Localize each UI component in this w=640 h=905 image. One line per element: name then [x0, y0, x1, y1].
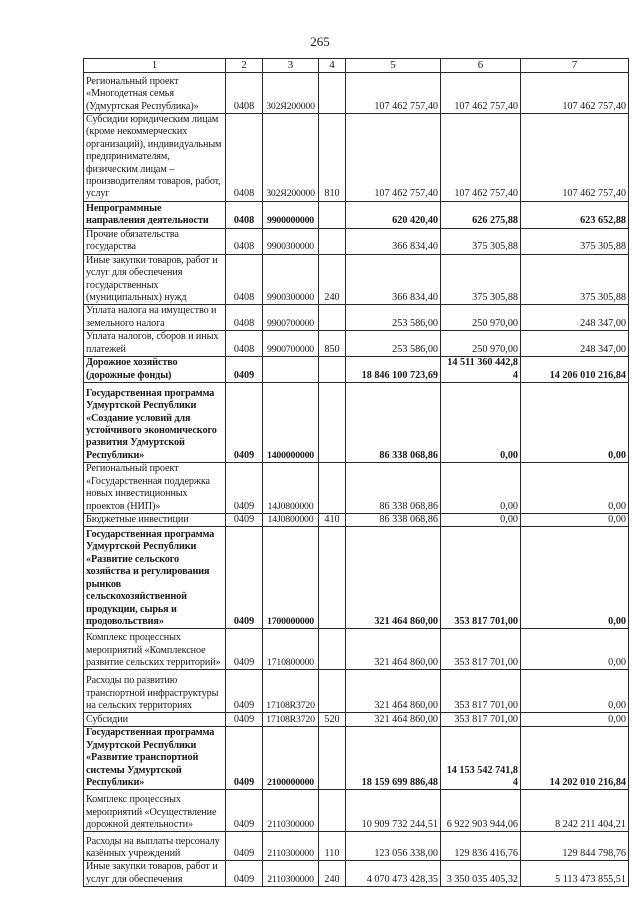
expense-type [319, 727, 346, 790]
section-code: 0409 [226, 527, 263, 629]
section-code: 0409 [226, 790, 263, 832]
amount-col7: 0,00 [521, 513, 629, 526]
column-header: 3 [263, 59, 319, 73]
target-code: 17108R3720 [263, 670, 319, 713]
table-row [84, 357, 629, 383]
row-name: Дорожное хозяйство (дорожные фонды) [84, 357, 226, 383]
amount-col7: 0,00 [521, 713, 629, 727]
amount-col7: 0,00 [521, 463, 629, 514]
amount-col6: 250 970,00 [441, 305, 521, 331]
table-row [84, 713, 629, 727]
table-row [84, 832, 629, 861]
amount-col5: 18 159 699 886,48 [346, 727, 441, 790]
table-row [84, 629, 629, 670]
section-code: 0408 [226, 201, 263, 228]
target-code: 2110300000 [263, 832, 319, 861]
amount-col5: 86 338 068,86 [346, 463, 441, 514]
section-code: 0408 [226, 305, 263, 331]
amount-col5: 123 056 338,00 [346, 832, 441, 861]
target-code: 9900000000 [263, 201, 319, 228]
expense-type [319, 357, 346, 383]
amount-col6: 353 817 701,00 [441, 629, 521, 670]
amount-col6: 6 922 903 944,06 [441, 790, 521, 832]
row-name: Государственная программа Удмуртской Республики «Создание условий для устойчивого экономического развития Удмуртской Республики» [84, 383, 226, 463]
expense-type [319, 527, 346, 629]
column-header: 4 [319, 59, 346, 73]
row-name: Расходы по развитию транспортной инфраструктуры на сельских территориях [84, 670, 226, 713]
amount-col7: 0,00 [521, 527, 629, 629]
table-row [84, 463, 629, 514]
expense-type [319, 73, 346, 114]
target-code: 9900700000 [263, 305, 319, 331]
amount-col6: 375 305,88 [441, 228, 521, 254]
expense-type: 110 [319, 832, 346, 861]
section-code: 0408 [226, 254, 263, 305]
target-code: 2100000000 [263, 727, 319, 790]
section-code: 0409 [226, 357, 263, 383]
row-name: Иные закупки товаров, работ и услуг для обеспечения государственных (муниципальных) нужд [84, 254, 226, 305]
amount-col6: 353 817 701,00 [441, 527, 521, 629]
amount-col6: 3 350 035 405,32 [441, 861, 521, 887]
row-name: Уплата налогов, сборов и иных платежей [84, 331, 226, 357]
amount-col5: 366 834,40 [346, 228, 441, 254]
amount-col5: 321 464 860,00 [346, 527, 441, 629]
amount-col6: 14 511 360 442,84 [441, 357, 521, 383]
table-row [84, 383, 629, 463]
row-name: Государственная программа Удмуртской Республики «Развитие транспортной системы Удмуртской Республики» [84, 727, 226, 790]
expense-type [319, 228, 346, 254]
amount-col7: 375 305,88 [521, 228, 629, 254]
table-row [84, 201, 629, 228]
table-row [84, 513, 629, 526]
target-code: 1400000000 [263, 383, 319, 463]
amount-col5: 4 070 473 428,35 [346, 861, 441, 887]
expense-type [319, 670, 346, 713]
target-code: 2110300000 [263, 861, 319, 887]
table-row [84, 305, 629, 331]
amount-col7: 107 462 757,40 [521, 114, 629, 202]
amount-col6: 107 462 757,40 [441, 114, 521, 202]
expense-type [319, 790, 346, 832]
expense-type: 240 [319, 861, 346, 887]
amount-col5: 253 586,00 [346, 331, 441, 357]
row-name: Непрограммные направления деятельности [84, 201, 226, 228]
row-name: Субсидии юридическим лицам (кроме некоммерческих организаций), индивидуальным предпринимателям, физическим лицам – производителям товаров, работ, услуг [84, 114, 226, 202]
section-code: 0408 [226, 73, 263, 114]
row-name: Бюджетные инвестиции [84, 513, 226, 526]
amount-col7: 14 202 010 216,84 [521, 727, 629, 790]
amount-col7: 0,00 [521, 629, 629, 670]
amount-col7: 623 652,88 [521, 201, 629, 228]
table-row [84, 861, 629, 887]
table-row [84, 527, 629, 629]
expense-type [319, 383, 346, 463]
amount-col7: 248 347,00 [521, 305, 629, 331]
amount-col6: 14 153 542 741,84 [441, 727, 521, 790]
amount-col7: 5 113 473 855,51 [521, 861, 629, 887]
table-row [84, 790, 629, 832]
amount-col5: 321 464 860,00 [346, 713, 441, 727]
table-header-row [84, 59, 629, 73]
row-name: Иные закупки товаров, работ и услуг для обеспечения [84, 861, 226, 887]
row-name: Расходы на выплаты персоналу казённых учреждений [84, 832, 226, 861]
column-header: 6 [441, 59, 521, 73]
row-name: Комплекс процессных мероприятий «Осуществление дорожной деятельности» [84, 790, 226, 832]
amount-col5: 253 586,00 [346, 305, 441, 331]
column-header: 1 [84, 59, 226, 73]
amount-col7: 375 305,88 [521, 254, 629, 305]
section-code: 0409 [226, 861, 263, 887]
target-code: 1710800000 [263, 629, 319, 670]
section-code: 0409 [226, 383, 263, 463]
expense-type: 410 [319, 513, 346, 526]
amount-col7: 14 206 010 216,84 [521, 357, 629, 383]
target-code: 9900300000 [263, 254, 319, 305]
section-code: 0409 [226, 713, 263, 727]
amount-col5: 86 338 068,86 [346, 513, 441, 526]
target-code: 9900300000 [263, 228, 319, 254]
target-code: 302Я200000 [263, 114, 319, 202]
table-row [84, 727, 629, 790]
row-name: Государственная программа Удмуртской Республики «Развитие сельского хозяйства и регулирования рынков сельскохозяйственной продукции, сырья и продовольствия» [84, 527, 226, 629]
amount-col6: 353 817 701,00 [441, 670, 521, 713]
column-header: 5 [346, 59, 441, 73]
budget-table [83, 58, 629, 887]
section-code: 0408 [226, 114, 263, 202]
row-name: Уплата налога на имущество и земельного налога [84, 305, 226, 331]
expense-type: 850 [319, 331, 346, 357]
target-code [263, 357, 319, 383]
column-header: 2 [226, 59, 263, 73]
target-code: 2110300000 [263, 790, 319, 832]
amount-col6: 353 817 701,00 [441, 713, 521, 727]
amount-col6: 626 275,88 [441, 201, 521, 228]
table-row [84, 228, 629, 254]
amount-col5: 620 420,40 [346, 201, 441, 228]
amount-col6: 0,00 [441, 513, 521, 526]
amount-col5: 10 909 732 244,51 [346, 790, 441, 832]
target-code: 9900700000 [263, 331, 319, 357]
row-name: Региональный проект «Государственная поддержка новых инвестиционных проектов (НИП)» [84, 463, 226, 514]
target-code: 302Я200000 [263, 73, 319, 114]
expense-type: 810 [319, 114, 346, 202]
target-code: 17108R3720 [263, 713, 319, 727]
amount-col7: 0,00 [521, 670, 629, 713]
amount-col7: 8 242 211 404,21 [521, 790, 629, 832]
section-code: 0409 [226, 670, 263, 713]
table-row [84, 331, 629, 357]
amount-col6: 129 836 416,76 [441, 832, 521, 861]
amount-col7: 129 844 798,76 [521, 832, 629, 861]
target-code: 14J0800000 [263, 463, 319, 514]
amount-col6: 107 462 757,40 [441, 73, 521, 114]
amount-col6: 375 305,88 [441, 254, 521, 305]
table-row [84, 670, 629, 713]
table-row [84, 114, 629, 202]
amount-col7: 248 347,00 [521, 331, 629, 357]
section-code: 0408 [226, 331, 263, 357]
target-code: 14J0800000 [263, 513, 319, 526]
expense-type [319, 463, 346, 514]
expense-type [319, 629, 346, 670]
section-code: 0408 [226, 228, 263, 254]
section-code: 0409 [226, 463, 263, 514]
section-code: 0409 [226, 727, 263, 790]
amount-col6: 250 970,00 [441, 331, 521, 357]
section-code: 0409 [226, 629, 263, 670]
column-header: 7 [521, 59, 629, 73]
row-name: Комплекс процессных мероприятий «Комплексное развитие сельских территорий» [84, 629, 226, 670]
amount-col7: 107 462 757,40 [521, 73, 629, 114]
row-name: Региональный проект «Многодетная семья (Удмуртская Республика)» [84, 73, 226, 114]
amount-col6: 0,00 [441, 383, 521, 463]
row-name: Субсидии [84, 713, 226, 727]
amount-col7: 0,00 [521, 383, 629, 463]
table-row [84, 254, 629, 305]
amount-col5: 321 464 860,00 [346, 629, 441, 670]
expense-type [319, 305, 346, 331]
section-code: 0409 [226, 513, 263, 526]
amount-col5: 366 834,40 [346, 254, 441, 305]
target-code: 1700000000 [263, 527, 319, 629]
section-code: 0409 [226, 832, 263, 861]
amount-col6: 0,00 [441, 463, 521, 514]
amount-col5: 321 464 860,00 [346, 670, 441, 713]
page-number: 265 [310, 34, 330, 49]
amount-col5: 86 338 068,86 [346, 383, 441, 463]
amount-col5: 18 846 100 723,69 [346, 357, 441, 383]
row-name: Прочие обязательства государства [84, 228, 226, 254]
amount-col5: 107 462 757,40 [346, 114, 441, 202]
table-row [84, 73, 629, 114]
amount-col5: 107 462 757,40 [346, 73, 441, 114]
expense-type [319, 201, 346, 228]
expense-type: 520 [319, 713, 346, 727]
expense-type: 240 [319, 254, 346, 305]
